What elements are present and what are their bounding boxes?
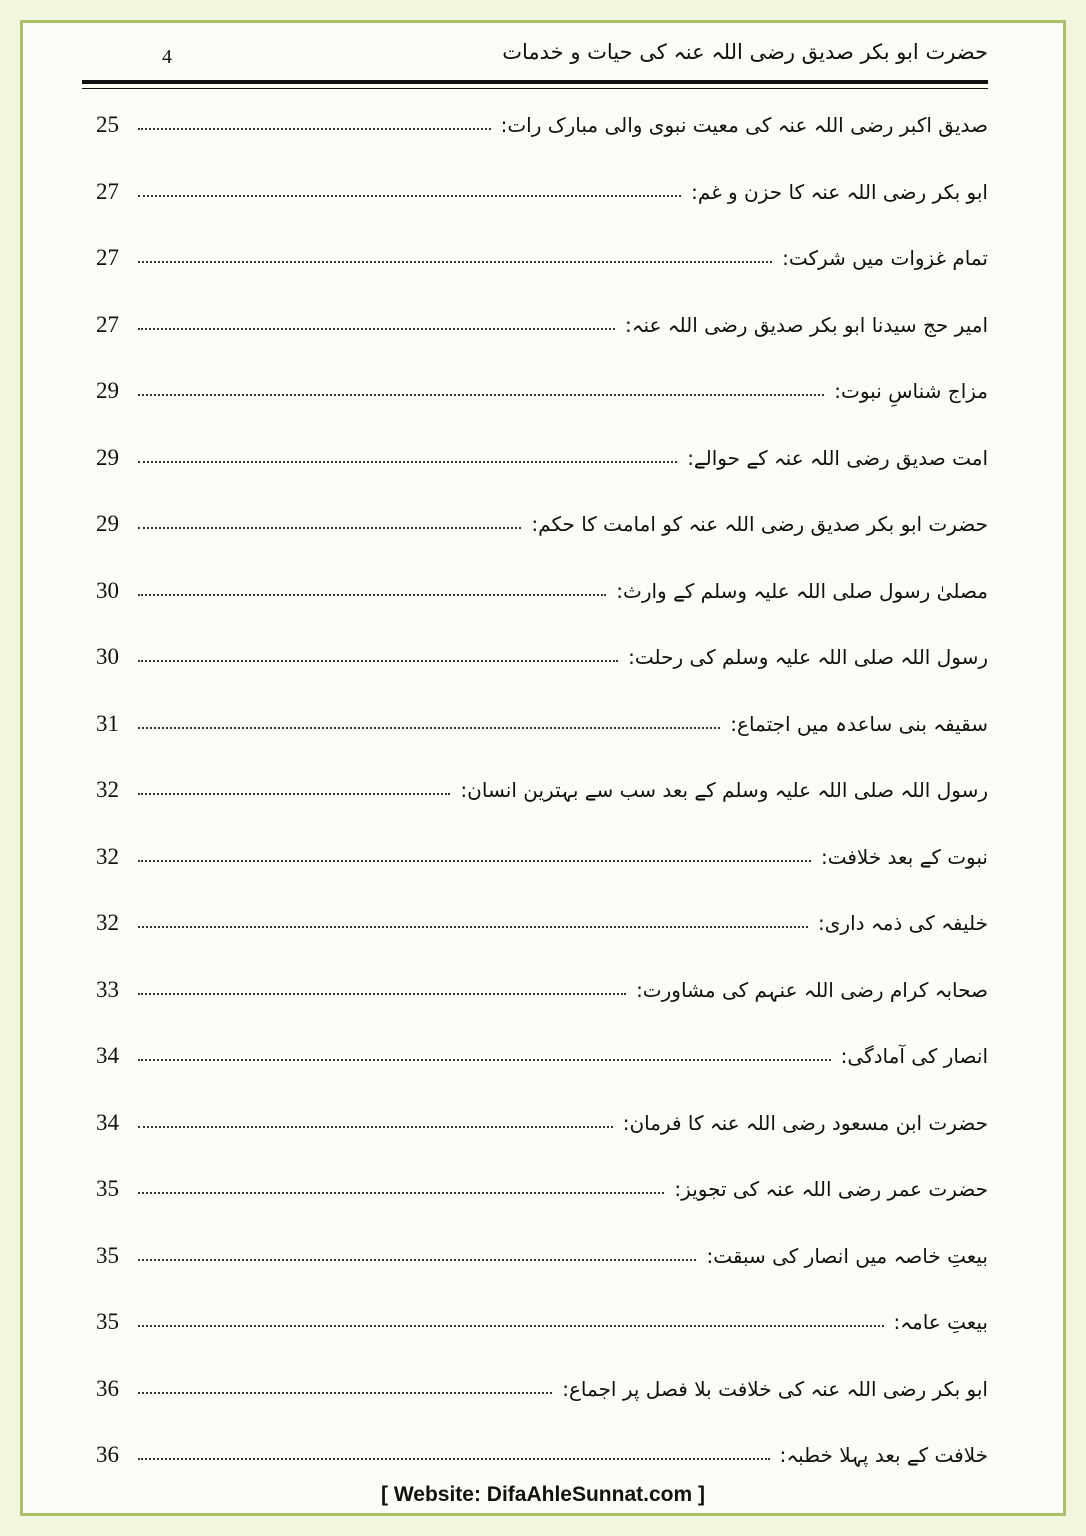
toc-leader-dots — [138, 1192, 664, 1194]
toc-entry — [96, 92, 988, 159]
toc-entry-page: 27 — [96, 178, 119, 204]
toc-leader-dots — [138, 993, 626, 995]
toc-leader-dots — [138, 1059, 831, 1061]
toc-entry-title: امت صدیق رضی اللہ عنہ کے حوالے: — [687, 445, 988, 470]
toc-leader-dots — [138, 660, 618, 662]
toc-entry-page: 32 — [96, 910, 119, 936]
toc-leader-dots — [138, 261, 772, 263]
toc-entry-title: بیعتِ خاصہ میں انصار کی سبقت: — [706, 1243, 988, 1268]
toc-entry-page: 31 — [96, 710, 119, 736]
toc-entry-page: 34 — [96, 1109, 119, 1135]
toc-leader-dots — [138, 128, 491, 130]
toc-entry-page: 33 — [96, 976, 119, 1002]
toc-entry — [96, 824, 988, 891]
toc-entry-title: رسول اللہ صلی اللہ علیہ وسلم کے بعد سب سے بہترین انسان: — [460, 778, 988, 803]
toc-entry-page: 36 — [96, 1375, 119, 1401]
toc-entry — [96, 757, 988, 824]
toc-leader-dots — [138, 195, 681, 197]
toc-entry-title: رسول اللہ صلی اللہ علیہ وسلم کی رحلت: — [628, 645, 988, 670]
toc-leader-dots — [138, 1325, 884, 1327]
toc-entry-page: 25 — [96, 112, 119, 138]
table-of-contents — [96, 92, 988, 1489]
toc-entry-page: 32 — [96, 843, 119, 869]
toc-entry — [96, 425, 988, 492]
toc-entry-title: مصلیٰ رسول صلی اللہ علیہ وسلم کے وارث: — [616, 578, 988, 603]
toc-entry-title: تمام غزوات میں شرکت: — [782, 246, 988, 271]
toc-entry — [96, 691, 988, 758]
toc-entry-page: 29 — [96, 444, 119, 470]
toc-entry — [96, 358, 988, 425]
website-footer: [ Website: DifaAhleSunnat.com ] — [381, 1483, 705, 1506]
toc-entry — [96, 159, 988, 226]
toc-entry-page: 29 — [96, 511, 119, 537]
toc-entry-page: 30 — [96, 577, 119, 603]
page-header — [82, 40, 988, 80]
toc-entry-title: حضرت عمر رضی اللہ عنہ کی تجویز: — [674, 1177, 988, 1202]
toc-entry — [96, 292, 988, 359]
toc-leader-dots — [138, 1126, 613, 1128]
toc-entry — [96, 957, 988, 1024]
toc-entry — [96, 1289, 988, 1356]
toc-entry-title: حضرت ابن مسعود رضی اللہ عنہ کا فرمان: — [622, 1110, 988, 1135]
toc-entry-title: امیر حج سیدنا ابو بکر صدیق رضی اللہ عنہ: — [625, 312, 988, 337]
toc-entry — [96, 1156, 988, 1223]
toc-entry-page: 27 — [96, 311, 119, 337]
toc-leader-dots — [138, 1392, 552, 1394]
toc-leader-dots — [138, 793, 450, 795]
toc-leader-dots — [138, 1259, 696, 1261]
toc-entry — [96, 1356, 988, 1423]
toc-entry-title: مزاج شناسِ نبوت: — [834, 379, 988, 404]
toc-leader-dots — [138, 1458, 770, 1460]
toc-entry-title: انصار کی آمادگی: — [840, 1044, 988, 1069]
toc-entry — [96, 624, 988, 691]
toc-leader-dots — [138, 394, 824, 396]
toc-entry-page: 35 — [96, 1242, 119, 1268]
toc-entry-title: خلیفہ کی ذمہ داری: — [818, 911, 988, 936]
toc-entry-title: ابو بکر رضی اللہ عنہ کا حزن و غم: — [691, 179, 988, 204]
toc-entry-page: 30 — [96, 644, 119, 670]
toc-entry — [96, 491, 988, 558]
toc-entry-title: سقیفہ بنی ساعدہ میں اجتماع: — [730, 711, 988, 736]
toc-entry-title: صدیق اکبر رضی اللہ عنہ کی معیت نبوی والی مبارک رات: — [500, 113, 988, 138]
toc-leader-dots — [138, 727, 720, 729]
toc-entry — [96, 890, 988, 957]
toc-entry-page: 35 — [96, 1176, 119, 1202]
toc-entry — [96, 1223, 988, 1290]
toc-entry-title: ابو بکر رضی اللہ عنہ کی خلافت بلا فصل پر اجماع: — [562, 1376, 988, 1401]
toc-entry-title: خلافت کے بعد پہلا خطبہ: — [779, 1443, 988, 1468]
book-title: حضرت ابو بکر صدیق رضی اللہ عنہ کی حیات و خدمات — [502, 40, 988, 64]
toc-entry-title: صحابہ کرام رضی اللہ عنہم کی مشاورت: — [636, 977, 988, 1002]
toc-leader-dots — [138, 328, 615, 330]
toc-entry — [96, 1090, 988, 1157]
toc-entry-title: حضرت ابو بکر صدیق رضی اللہ عنہ کو امامت کا حکم: — [531, 512, 988, 537]
header-rule-thick — [82, 80, 988, 84]
toc-entry — [96, 1023, 988, 1090]
toc-entry-title: نبوت کے بعد خلافت: — [820, 844, 988, 869]
page-number: 4 — [162, 46, 172, 68]
toc-leader-dots — [138, 860, 811, 862]
toc-entry — [96, 225, 988, 292]
toc-entry — [96, 558, 988, 625]
toc-leader-dots — [138, 926, 808, 928]
toc-entry-page: 36 — [96, 1442, 119, 1468]
header-rule-thin — [82, 88, 988, 89]
toc-entry-title: بیعتِ عامہ: — [893, 1310, 988, 1335]
toc-entry-page: 35 — [96, 1309, 119, 1335]
toc-entry-page: 32 — [96, 777, 119, 803]
toc-entry-page: 34 — [96, 1043, 119, 1069]
toc-entry-page: 29 — [96, 378, 119, 404]
toc-leader-dots — [138, 594, 606, 596]
toc-leader-dots — [138, 461, 677, 463]
toc-entry-page: 27 — [96, 245, 119, 271]
toc-leader-dots — [138, 527, 521, 529]
toc-entry — [96, 1422, 988, 1489]
